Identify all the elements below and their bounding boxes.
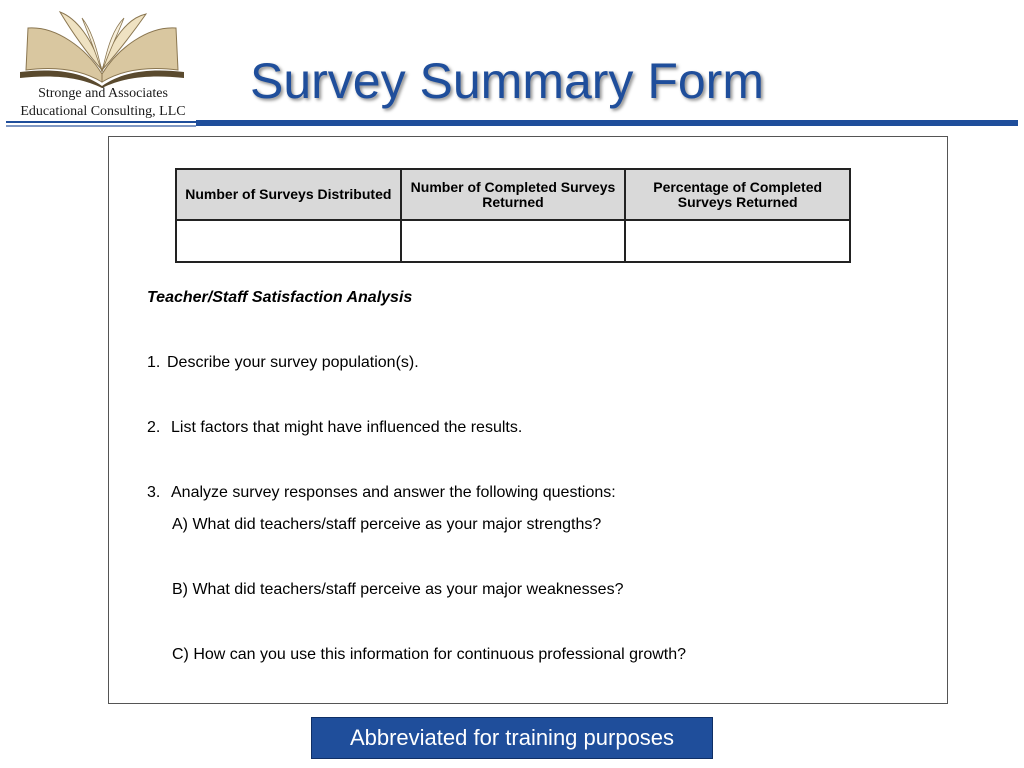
question-1 <box>147 354 419 372</box>
header-surveys-distributed: Number of Surveys Distributed <box>176 169 401 220</box>
header-completed-returned: Number of Completed Surveys Returned <box>401 169 626 220</box>
subquestion-a: A) What did teachers/staff perceive as your major strengths? <box>172 516 602 533</box>
question-number: 3. <box>147 484 161 501</box>
header-rule-thin-light <box>6 125 196 127</box>
logo-company-name: Stronge and Associates <box>38 86 168 101</box>
question-number: 2. <box>147 419 161 436</box>
cell-completed-returned[interactable] <box>401 220 626 262</box>
question-3 <box>147 484 616 502</box>
question-number: 1. <box>147 354 161 371</box>
question-text: Describe your survey population(s). <box>167 354 419 371</box>
table-row <box>176 220 850 262</box>
question-text: List factors that might have influenced the results. <box>171 419 523 436</box>
header-rule-thin <box>6 121 196 123</box>
subquestion-c: C) How can you use this information for continuous professional growth? <box>172 646 687 663</box>
header-rule <box>196 120 1018 126</box>
company-logo <box>8 8 188 120</box>
page-title: Survey Summary Form <box>250 53 764 109</box>
question-text: Analyze survey responses and answer the following questions: <box>171 484 616 501</box>
footer-banner: Abbreviated for training purposes <box>311 717 713 759</box>
logo-company-subtitle: Educational Consulting, LLC <box>20 104 186 119</box>
section-title: Teacher/Staff Satisfaction Analysis <box>147 289 413 306</box>
form-box <box>108 136 948 704</box>
survey-summary-table <box>175 168 851 263</box>
question-2 <box>147 419 522 437</box>
table-header-row <box>176 169 850 220</box>
header-percentage-returned: Percentage of Completed Surveys Returned <box>625 169 850 220</box>
cell-surveys-distributed[interactable] <box>176 220 401 262</box>
subquestion-b: B) What did teachers/staff perceive as your major weaknesses? <box>172 581 624 598</box>
cell-percentage-returned[interactable] <box>625 220 850 262</box>
open-book-icon <box>16 8 188 88</box>
